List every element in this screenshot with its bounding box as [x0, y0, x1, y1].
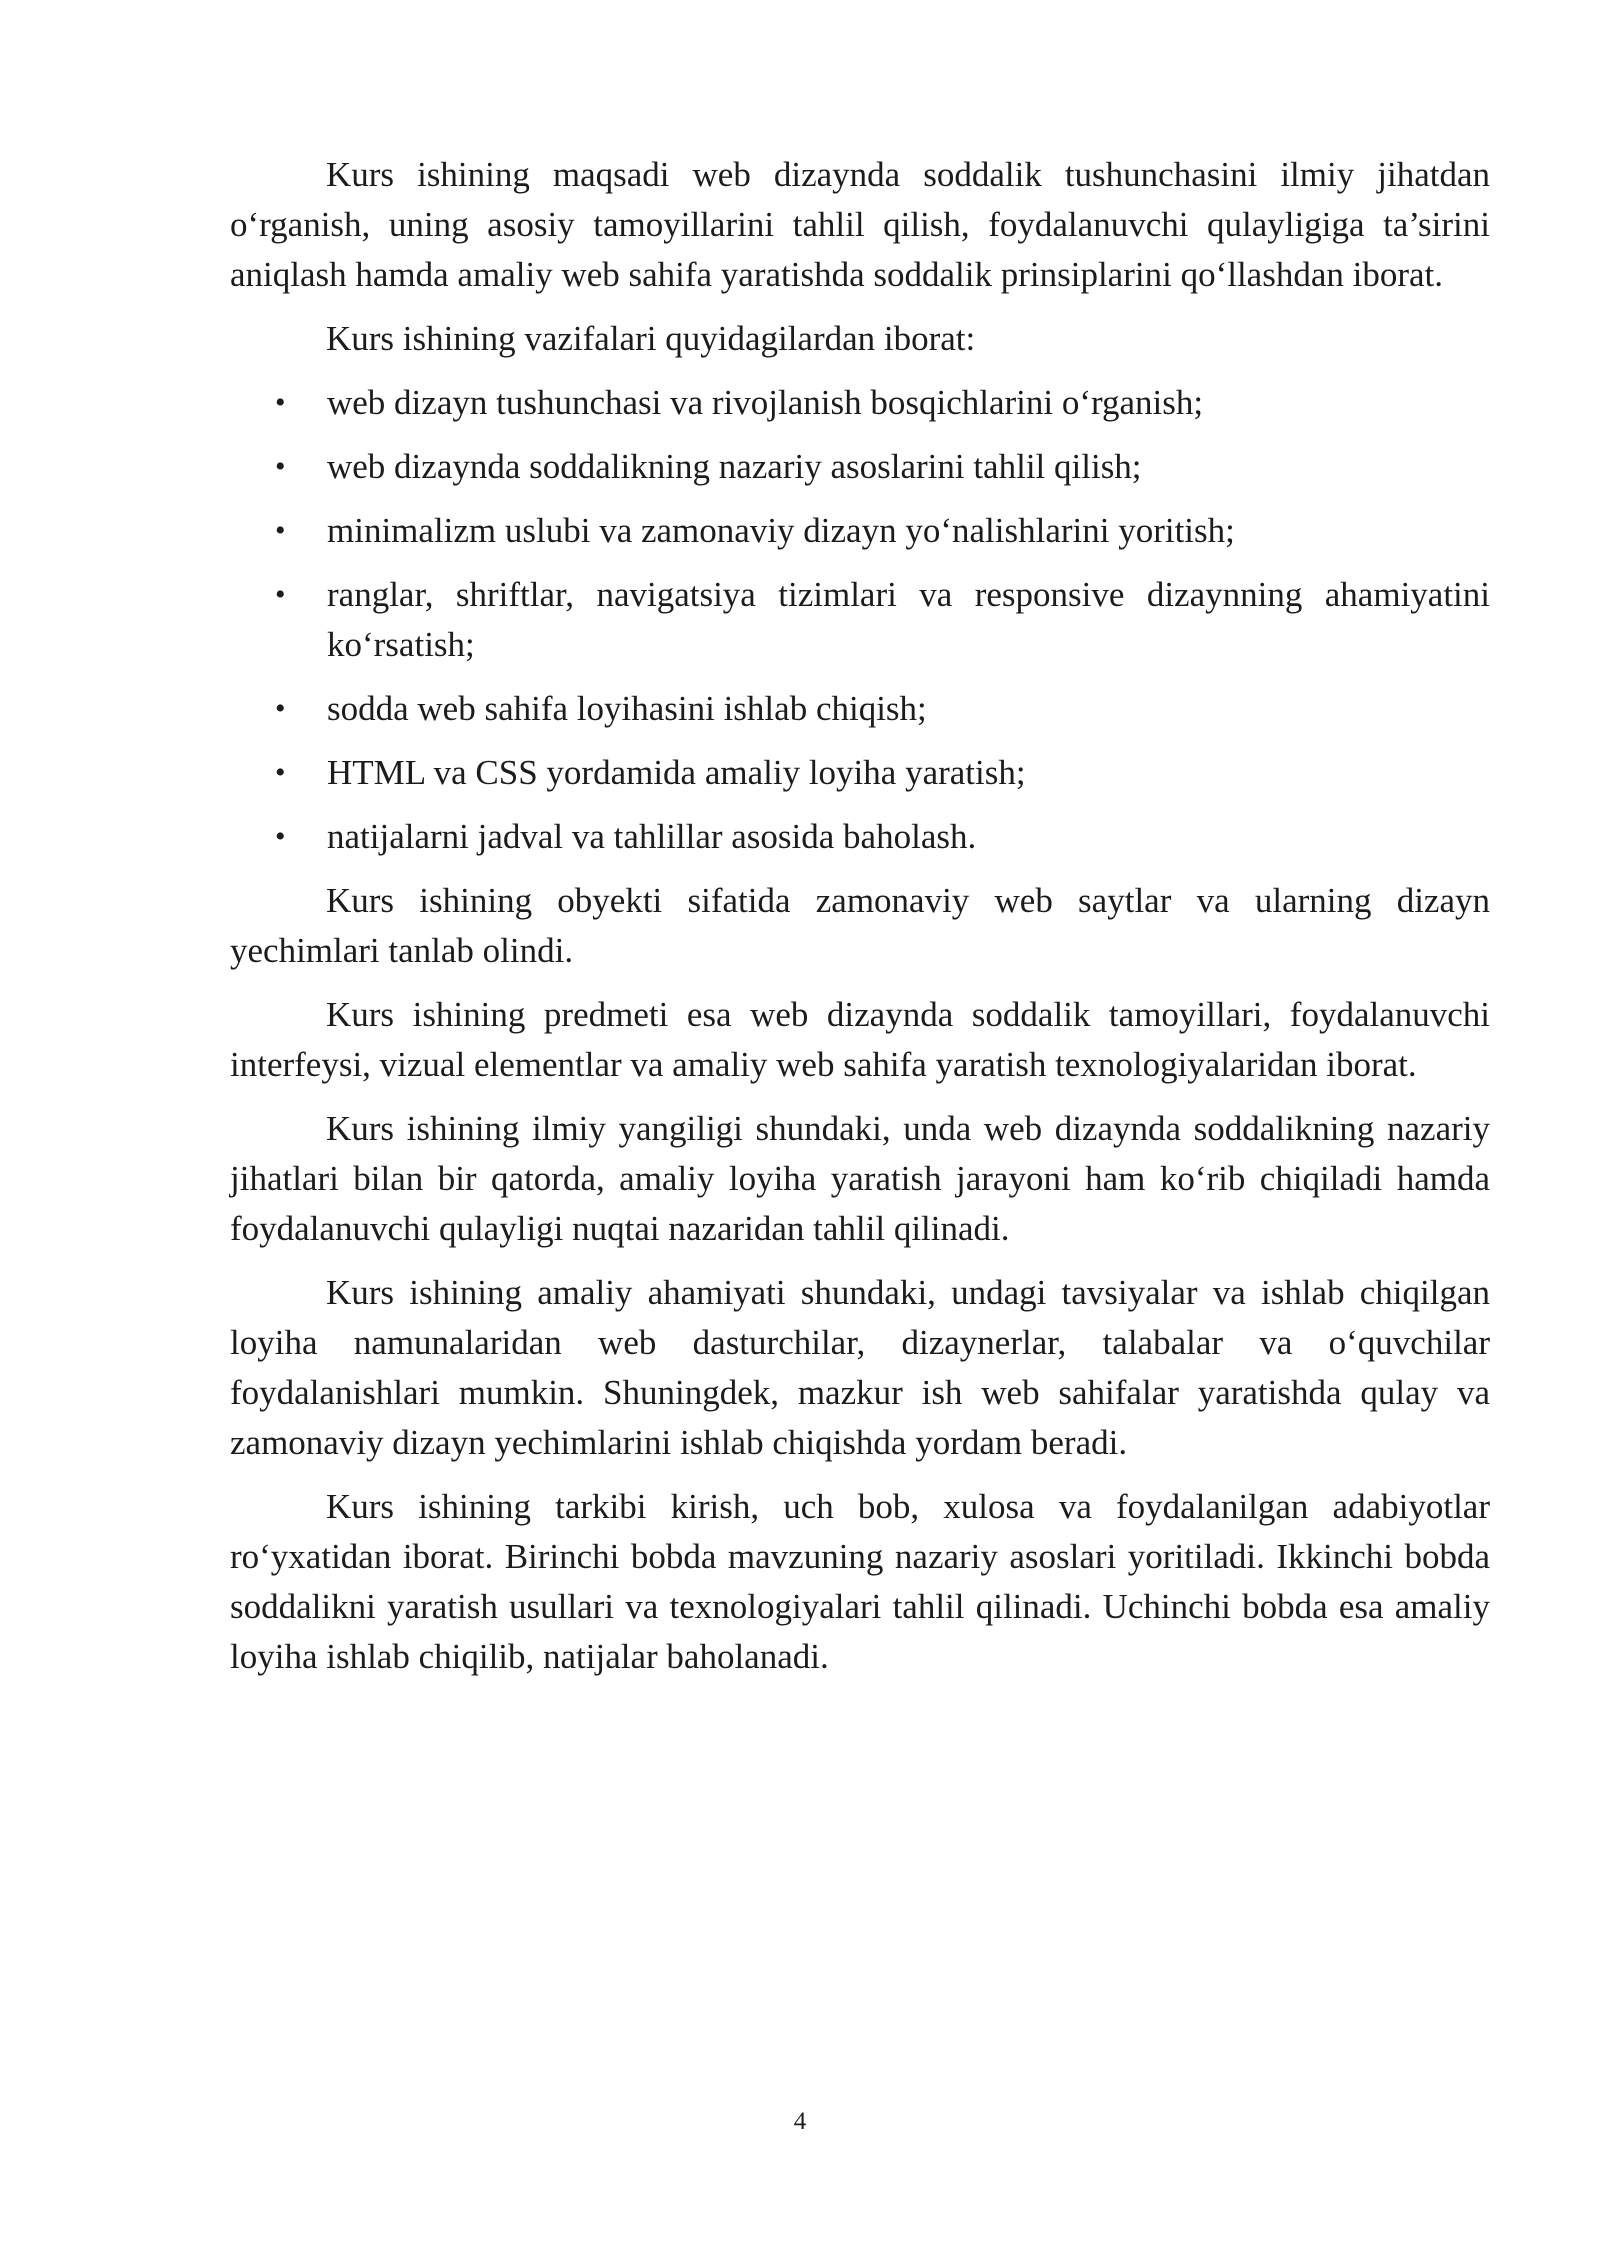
paragraph-structure: Kurs ishining tarkibi kirish, uch bob, xulosa va foydalanilgan adabiyotlar ro‘yxatidan iborat. Birinchi bobda mavzuning nazariy asoslari yoritiladi. Ikkinchi bobda soddalikni yaratish usullari va texnologiyalari tahlil qilinadi. Uchinchi bobda esa amaliy loyiha ishlab chiqilib, natijalar baholanadi. — [230, 1487, 1490, 1676]
list-item — [230, 570, 1490, 670]
tasks-list — [230, 378, 1490, 862]
paragraph-purpose: Kurs ishining maqsadi web dizaynda soddalik tushunchasini ilmiy jihatdan o‘rganish, uning asosiy tamoyillarini tahlil qilish, foydalanuvchi qulayligiga ta’sirini aniqlash hamda amaliy web sahifa yaratishda soddalik prinsiplarini qo‘llashdan iborat. — [230, 155, 1490, 294]
bullet-icon: • — [275, 514, 286, 547]
paragraph-novelty: Kurs ishining ilmiy yangiligi shundaki, unda web dizaynda soddalikning nazariy jihatlari bilan bir qatorda, amaliy loyiha yaratish jarayoni ham ko‘rib chiqiladi hamda foydalanuvchi qulayligi nuqtai nazaridan tahlil qilinadi. — [230, 1109, 1490, 1248]
list-item — [230, 506, 1490, 556]
list-item-text: HTML va CSS yordamida amaliy loyiha yaratish; — [327, 753, 1026, 792]
list-item — [230, 442, 1490, 492]
bullet-icon: • — [275, 578, 286, 611]
list-item — [230, 378, 1490, 428]
bullet-icon: • — [275, 386, 286, 419]
list-item — [230, 812, 1490, 862]
bullet-icon: • — [275, 820, 286, 853]
paragraph-significance: Kurs ishining amaliy ahamiyati shundaki, undagi tavsiyalar va ishlab chiqilgan loyiha namunalaridan web dasturchilar, dizaynerlar, talabalar va o‘quvchilar foydalanishlari mumkin. Shuningdek, mazkur ish web sahifalar yaratishda qulay va zamonaviy dizayn yechimlarini ishlab chiqishda yordam beradi. — [230, 1273, 1490, 1462]
list-item-text: web dizayn tushunchasi va rivojlanish bosqichlarini o‘rganish; — [327, 383, 1204, 422]
page-number: 4 — [793, 2108, 807, 2135]
list-item — [230, 748, 1490, 798]
list-item-text: sodda web sahifa loyihasini ishlab chiqish; — [327, 689, 927, 728]
bullet-icon: • — [275, 692, 286, 725]
bullet-icon: • — [275, 756, 286, 789]
paragraph-object: Kurs ishining obyekti sifatida zamonaviy web saytlar va ularning dizayn yechimlari tanlab olindi. — [230, 881, 1490, 970]
bullet-icon: • — [275, 450, 286, 483]
list-item-text: minimalizm uslubi va zamonaviy dizayn yo‘nalishlarini yoritish; — [327, 511, 1235, 550]
document-page — [230, 150, 1490, 1696]
paragraph-subject: Kurs ishining predmeti esa web dizaynda soddalik tamoyillari, foydalanuvchi interfeysi, vizual elementlar va amaliy web sahifa yaratish texnologiyalaridan iborat. — [230, 995, 1490, 1084]
list-item-text: ranglar, shriftlar, navigatsiya tizimlari va responsive dizaynning ahamiyatini ko‘rsatish; — [327, 575, 1490, 664]
list-item-text: web dizaynda soddalikning nazariy asoslarini tahlil qilish; — [327, 447, 1142, 486]
paragraph-tasks-intro: Kurs ishining vazifalari quyidagilardan iborat: — [326, 319, 976, 358]
list-item-text: natijalarni jadval va tahlillar asosida baholash. — [327, 817, 977, 856]
list-item — [230, 684, 1490, 734]
